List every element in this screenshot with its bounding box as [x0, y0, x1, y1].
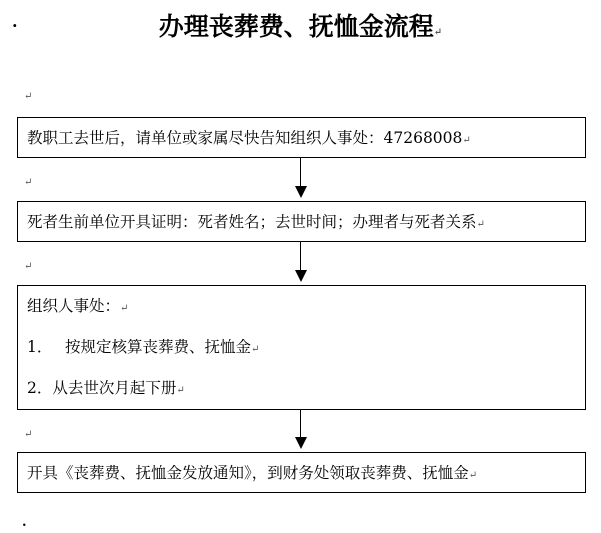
document-title [0, 10, 601, 44]
arrow-head-icon [295, 270, 307, 282]
step-3-item-1 [27, 337, 259, 357]
step-2-line [27, 212, 485, 232]
flow-arrow-1 [300, 158, 301, 186]
step-3-heading-line [27, 296, 128, 316]
item-2-number: 2． [27, 379, 53, 397]
title-text: 办理丧葬费、抚恤金流程 [158, 12, 434, 41]
bullet-bottom: . [22, 515, 27, 530]
paragraph-mark-icon: ↵ [462, 135, 471, 146]
step-2-text: 死者生前单位开具证明：死者姓名；去世时间；办理者与死者关系 [27, 213, 477, 231]
paragraph-mark-icon: ↵ [176, 385, 185, 396]
bullet-top: · [12, 16, 18, 35]
paragraph-mark-icon: ↵ [251, 344, 260, 355]
paragraph-mark-icon: ↵ [476, 219, 485, 230]
step-1-line [27, 128, 471, 148]
paragraph-mark-icon: ↵ [24, 177, 33, 188]
paragraph-mark-icon: ↵ [120, 303, 129, 314]
step-4-text: 开具《丧葬费、抚恤金发放通知》，到财务处领取丧葬费、抚恤金 [27, 464, 469, 482]
flow-arrow-3 [300, 410, 301, 437]
step-box-4 [17, 452, 586, 493]
paragraph-mark-icon: ↵ [24, 429, 33, 440]
step-3-item-2 [27, 378, 185, 398]
step-box-1 [17, 117, 586, 158]
paragraph-mark-icon: ↵ [24, 91, 33, 102]
item-2-text: 从去世次月起下册 [52, 379, 177, 397]
step-1-text: 教职工去世后，请单位或家属尽快告知组织人事处：47268008 [27, 129, 463, 147]
step-box-3 [17, 285, 586, 410]
paragraph-mark-icon: ↵ [24, 261, 33, 272]
item-1-text: 按规定核算丧葬费、抚恤金 [65, 338, 252, 356]
step-3-heading: 组织人事处： [27, 297, 121, 315]
arrow-head-icon [295, 437, 307, 449]
item-1-number: 1． [27, 338, 53, 356]
paragraph-mark-icon: ↵ [433, 27, 443, 38]
flow-arrow-2 [300, 242, 301, 270]
step-4-line [27, 463, 477, 483]
arrow-head-icon [295, 186, 307, 198]
step-box-2 [17, 201, 586, 242]
paragraph-mark-icon: ↵ [468, 470, 478, 481]
